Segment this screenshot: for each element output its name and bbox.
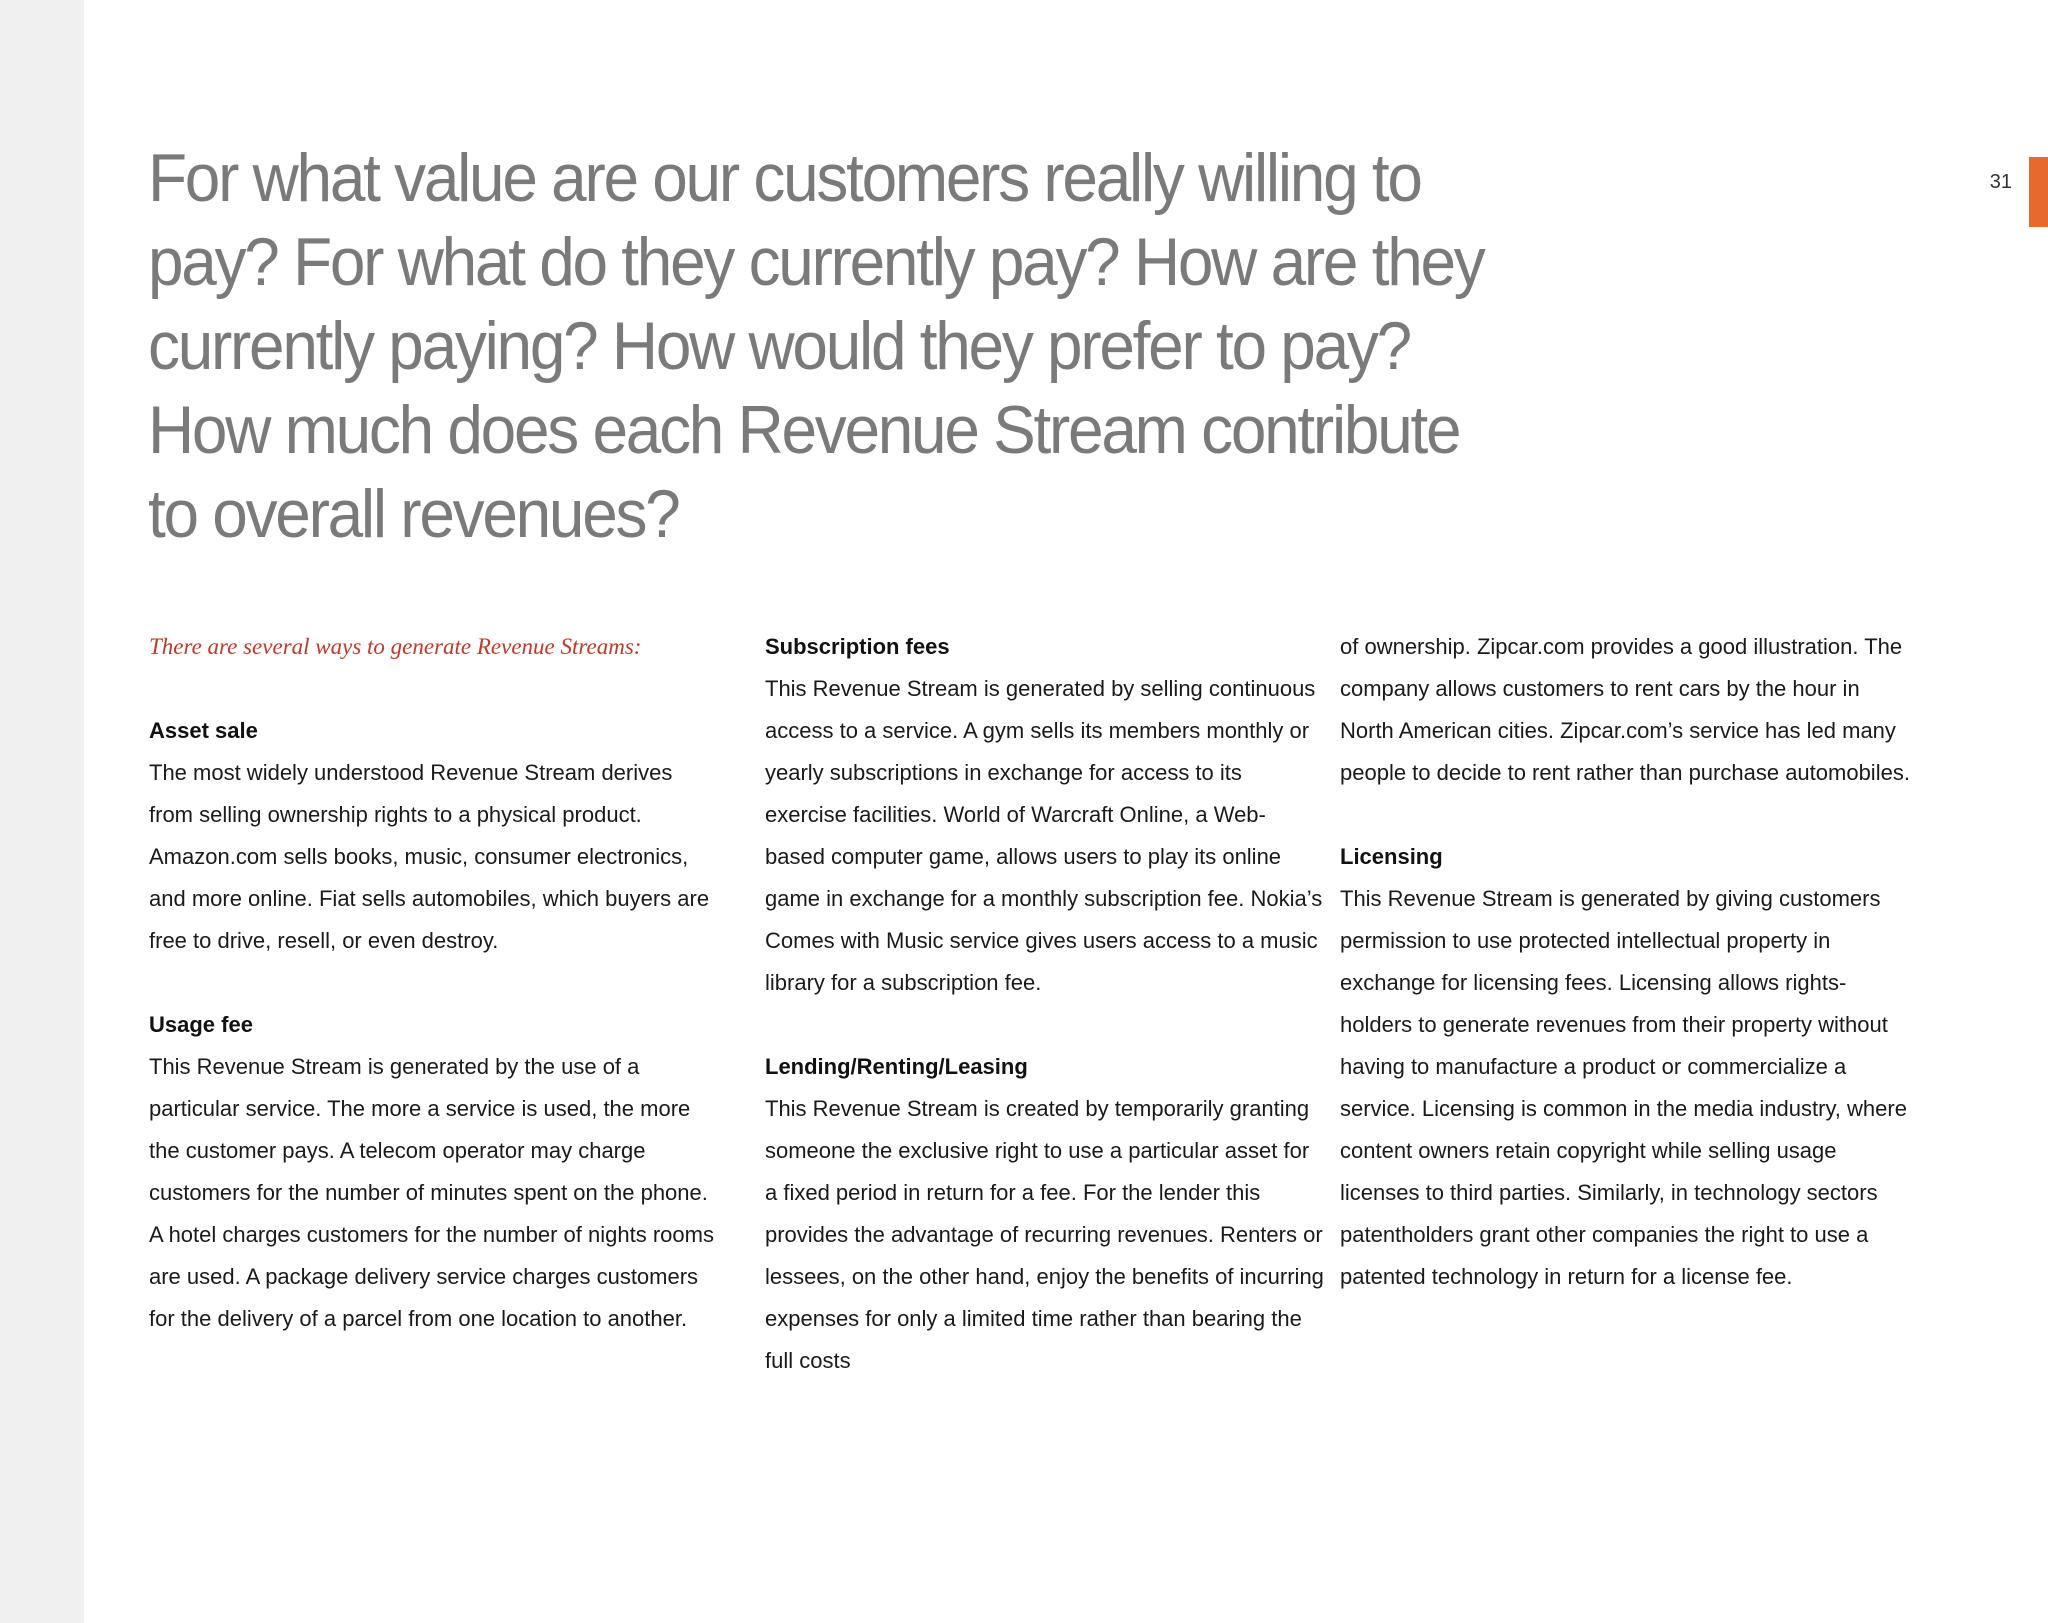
section-title-lending: Lending/Renting/Leasing	[765, 1054, 1028, 1079]
page-tab-marker	[2029, 157, 2048, 227]
section-title-licensing: Licensing	[1340, 844, 1443, 869]
section-body-asset-sale: The most widely understood Revenue Stream derives from selling ownership rights to a physical product. Amazon.com sells books, music, consumer electronics, and more online. Fiat sells automobiles, which buyers are free to drive, resell, or even destroy.	[149, 760, 710, 953]
section-body-subscription-fees: This Revenue Stream is generated by selling continuous access to a service. A gym sells its members monthly or yearly subscriptions in exchange for access to its exercise facilities. World of Warcraft Online, a Web-based computer game, allows users to play its online game in exchange for a monthly subscription fee. Nokia’s Comes with Music service gives users access to a music library for a subscription fee.	[765, 676, 1323, 995]
section-body-lending: This Revenue Stream is created by temporarily granting someone the exclusive right to use a particular asset for a fixed period in return for a fee. For the lender this provides the advantage of recurring revenues. Renters or lessees, on the other hand, enjoy the benefits of incurring expenses for only a limited time rather than bearing the full costs	[765, 1096, 1324, 1373]
page-headline: For what value are our customers really willing to pay? For what do they currently pay? How are they currently paying? How would they prefer to pay? How much does each Revenue Stream contribute to overall revenues?	[148, 140, 1484, 552]
text-column-3	[1340, 626, 1910, 1298]
section-body-usage-fee: This Revenue Stream is generated by the use of a particular service. The more a service is used, the more the customer pays. A telecom operator may charge customers for the number of minutes spent on the phone. A hotel charges customers for the number of nights rooms are used. A package delivery service charges customers for the delivery of a parcel from one location to another.	[149, 1054, 714, 1331]
page-gutter	[0, 0, 84, 1623]
section-title-usage-fee: Usage fee	[149, 1012, 253, 1037]
section-title-asset-sale: Asset sale	[149, 718, 258, 743]
text-column-1	[149, 626, 719, 1340]
intro-text: There are several ways to generate Revenue Streams:	[149, 634, 642, 659]
text-column-2	[765, 626, 1325, 1382]
section-body-licensing: This Revenue Stream is generated by giving customers permission to use protected intellectual property in exchange for licensing fees. Licensing allows rightsholders to generate revenues from their property without having to manufacture a product or commercialize a service. Licensing is common in the media industry, where content owners retain copyright while selling usage licenses to third parties. Similarly, in technology sectors patentholders grant other companies the right to use a patented technology in return for a license fee.	[1340, 886, 1907, 1289]
section-body-lending-continued: of ownership. Zipcar.com provides a good illustration. The company allows customers to rent cars by the hour in North American cities. Zipcar.com’s service has led many people to decide to rent rather than purchase automobiles.	[1340, 634, 1910, 785]
section-title-subscription-fees: Subscription fees	[765, 634, 950, 659]
page-number: 31	[1989, 171, 2012, 193]
